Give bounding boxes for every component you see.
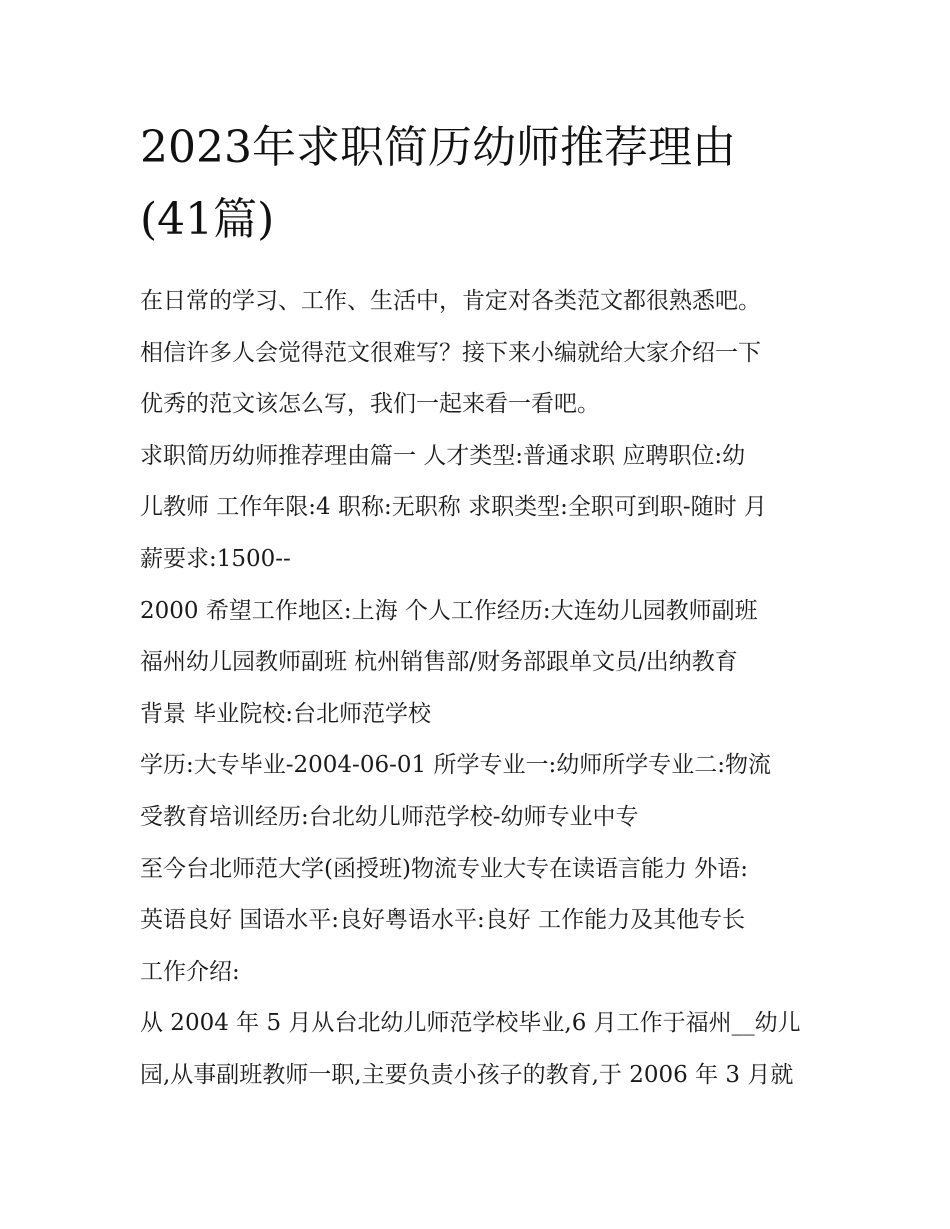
body-line: 求职简历幼师推荐理由篇一 人才类型:普通求职 应聘职位:幼 (140, 442, 746, 469)
body-line: 受教育培训经历:台北幼儿师范学校-幼师专业中专 (140, 803, 639, 830)
body-line: 园,从事副班教师一职,主要负责小孩子的教育,于 2006 年 3 月就 (140, 1061, 794, 1088)
body-line: 工作介绍: (140, 958, 240, 985)
body-line: 2000 希望工作地区:上海 个人工作经历:大连幼儿园教师副班 (140, 597, 758, 624)
body-line: 福州幼儿园教师副班 杭州销售部/财务部跟单文员/出纳教育 (140, 649, 738, 676)
body-line: 至今台北师范大学(函授班)物流专业大专在读语言能力 外语: (140, 855, 749, 882)
title-line-1: 2023年求职简历幼师推荐理由 (140, 122, 736, 173)
body-line: 薪要求:1500-- (140, 545, 291, 572)
body-line: 相信许多人会觉得范文很难写？接下来小编就给大家介绍一下 (140, 339, 761, 366)
body-line: 在日常的学习、工作、生活中，肯定对各类范文都很熟悉吧。 (140, 288, 761, 314)
body-line: 英语良好 国语水平:良好粤语水平:良好 工作能力及其他专长 (140, 907, 746, 934)
document-body (140, 276, 830, 1102)
body-line: 从 2004 年 5 月从台北幼儿师范学校毕业,6 月工作于福州__幼儿 (140, 1010, 801, 1037)
document-title (140, 112, 830, 256)
title-line-2: (41篇) (140, 194, 275, 245)
body-line: 背景 毕业院校:台北师范学校 (140, 700, 432, 727)
body-line: 优秀的范文该怎么写，我们一起来看一看吧。 (140, 391, 600, 418)
body-line: 儿教师 工作年限:4 职称:无职称 求职类型:全职可到职-随时 月 (140, 494, 767, 521)
body-line: 学历:大专毕业-2004-06-01 所学专业一:幼师所学专业二:物流 (140, 752, 771, 779)
